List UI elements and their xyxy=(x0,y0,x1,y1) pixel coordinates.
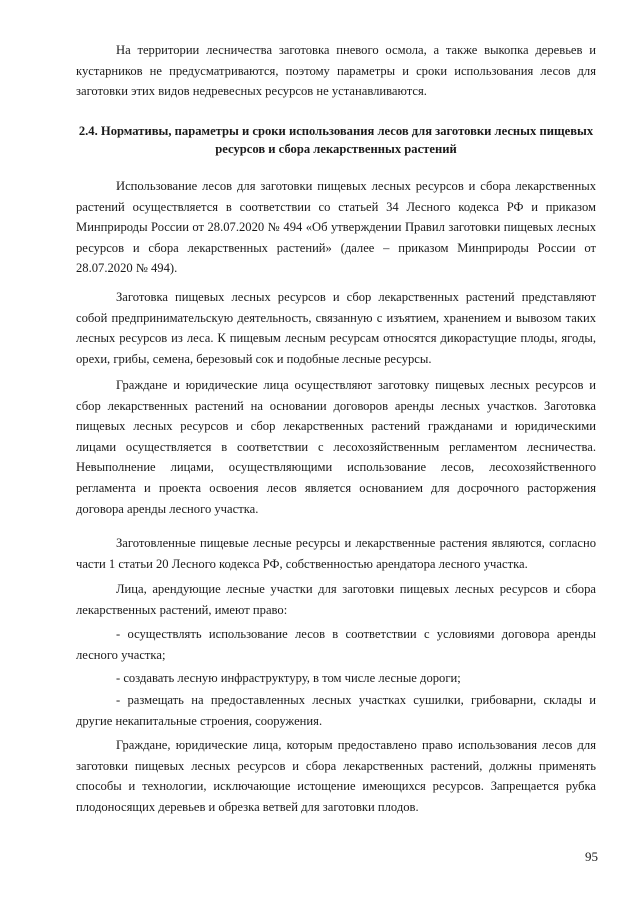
paragraph-ownership: Заготовленные пищевые лесные ресурсы и лекарственные растения являются, согласно части 1 статьи 20 Лесного кодекса РФ, собственностью арендатора лесного участка. xyxy=(76,536,596,571)
paragraph-legal-basis: Использование лесов для заготовки пищевых лесных ресурсов и сбора лекарственных растений осуществляется в соответствии со статьей 34 Лесного кодекса РФ и приказом Минприроды России от 28.07.2020 № 494 «Об утверждении Правил заготовки пищевых лесных ресурсов и сбора лекарственных растений» (далее – приказом Минприроды России от 28.07.2020 № 494). xyxy=(76,179,596,276)
list-item-structures: - размещать на предоставленных лесных участках сушилки, грибоварни, склады и другие некапитальные строения, сооружения. xyxy=(76,693,596,728)
paragraph-methods: Граждане, юридические лица, которым предоставлено право использования лесов для заготовки пищевых лесных ресурсов и сбора лекарственных растений, должны применять способы и технологии, исключающие истощение имеющихся ресурсов. Запрещается рубка плодоносящих деревьев и обрезка ветвей для заготовки плодов. xyxy=(76,738,596,814)
list-item-use-forests: - осуществлять использование лесов в соответствии с условиями договора аренды лесного участка; xyxy=(76,627,596,662)
section-heading: 2.4. Нормативы, параметры и сроки использования лесов для заготовки лесных пищевых ресурсов и сбора лекарственных растений xyxy=(78,124,594,156)
paragraph-lease-contracts: Граждане и юридические лица осуществляют заготовку пищевых лесных ресурсов и сбор лекарственных растений на основании договоров аренды лесных участков. Заготовка пищевых лесных ресурсов и сбор лекарственных растений гражданами и юридическими лицами осуществляется в соответствии с лесохозяйственным регламентом лесничества. Невыполнение лицами, осуществляющими использование лесов, лесохозяйственного регламента и проекта освоения лесов является основанием для досрочного расторжения договора аренды лесного участка. xyxy=(76,378,596,516)
page-number: 95 xyxy=(585,849,598,864)
list-item-infrastructure: - создавать лесную инфраструктуру, в том числе лесные дороги; xyxy=(116,671,461,685)
paragraph-harvesting-definition: Заготовка пищевых лесных ресурсов и сбор лекарственных растений представляют собой предпринимательскую деятельность, связанную с изъятием, хранением и вывозом таких лесных ресурсов из леса. К пищевым лесным ресурсам относятся дикорастущие плоды, ягоды, орехи, грибы, семена, березовый сок и подобные лесные ресурсы. xyxy=(76,290,596,366)
paragraph-intro: На территории лесничества заготовка пневого осмола, а также выкопка деревьев и кустарников не предусматриваются, поэтому параметры и сроки использования лесов для заготовки этих видов недревесных ресурсов не устанавливаются. xyxy=(76,43,596,99)
paragraph-rights-intro: Лица, арендующие лесные участки для заготовки пищевых лесных ресурсов и сбора лекарственных растений, имеют право: xyxy=(76,582,596,617)
